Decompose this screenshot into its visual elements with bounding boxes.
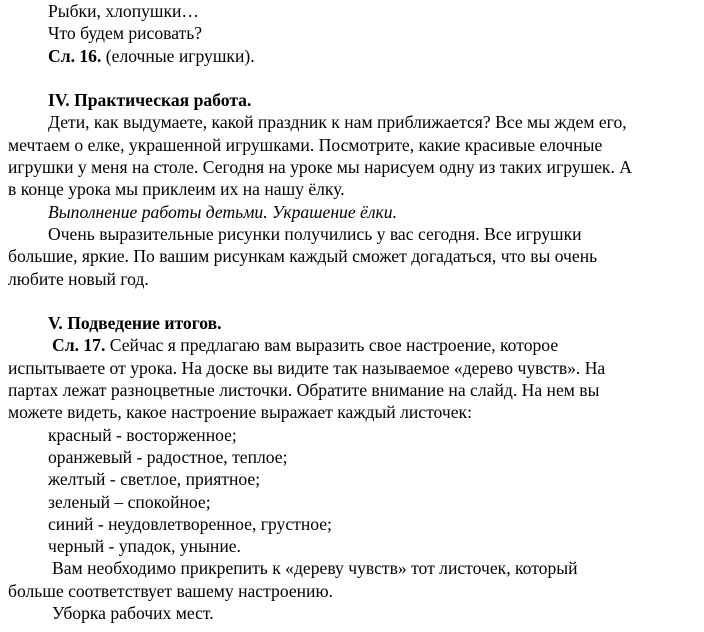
- section-5-heading: V. Подведение итогов.: [48, 313, 222, 334]
- color-item-blue: синий - неудовлетворенное, грустное;: [48, 513, 332, 534]
- section-4-para1-line4: в конце урока мы приклеим их на нашу ёлку.: [8, 179, 345, 200]
- color-item-black: черный - упадок, уныние.: [48, 536, 241, 557]
- slide-17-line: [8, 334, 696, 356]
- color-item-orange: оранжевый - радостное, теплое;: [48, 446, 288, 467]
- slide-16-line: [8, 45, 696, 67]
- closing-line1: Вам необходимо прикрепить к «дереву чувств» тот листочек, который: [52, 558, 578, 579]
- section-4-para1-line3: игрушки у меня на столе. Сегодня на уроке мы нарисуем одну из таких игрушек. А: [8, 157, 632, 178]
- section-4-para1-line2: мечтаем о елке, украшенной игрушками. Посмотрите, какие красивые елочные: [8, 134, 603, 155]
- intro-line-question: Что будем рисовать?: [48, 23, 203, 44]
- section-4-para1-line1: Дети, как выдумаете, какой праздник к нам приближается? Все мы ждем его,: [48, 112, 627, 133]
- slide-16-label: Сл. 16.: [48, 45, 102, 66]
- cleanup-line: Уборка рабочих мест.: [52, 603, 214, 624]
- intro-line-fish: Рыбки, хлопушки…: [48, 1, 200, 21]
- section-5-line3: партах лежат разноцветные листочки. Обратите внимание на слайд. На нем вы: [8, 380, 600, 401]
- slide-17-text: Сейчас я предлагаю вам выразить свое настроение, которое: [105, 335, 559, 356]
- color-item-yellow: желтый - светлое, приятное;: [48, 469, 261, 490]
- slide-17-label: Сл. 17.: [52, 335, 106, 356]
- spacer: [8, 290, 696, 312]
- section-4-para2-line3: любите новый год.: [8, 268, 149, 289]
- slide-16-text: (елочные игрушки).: [101, 45, 255, 66]
- section-5-line2: испытываете от урока. На доске вы видите так называемое «дерево чувств». На: [8, 357, 606, 378]
- closing-line2: больше соответствует вашему настроению.: [8, 580, 334, 601]
- section-4-italic-line: Выполнение работы детьми. Украшение ёлки.: [48, 201, 397, 222]
- spacer: [8, 67, 696, 89]
- section-4-para2-line1: Очень выразительные рисунки получились у вас сегодня. Все игрушки: [48, 223, 582, 244]
- color-item-green: зеленый – спокойное;: [48, 491, 211, 512]
- section-5-line4: можете видеть, какое настроение выражает каждый листочек:: [8, 402, 472, 423]
- color-item-red: красный - восторженное;: [48, 424, 237, 445]
- section-4-para2-line2: большие, яркие. По вашим рисункам каждый сможет догадаться, что вы очень: [8, 246, 598, 267]
- section-4-heading: IV. Практическая работа.: [48, 90, 252, 111]
